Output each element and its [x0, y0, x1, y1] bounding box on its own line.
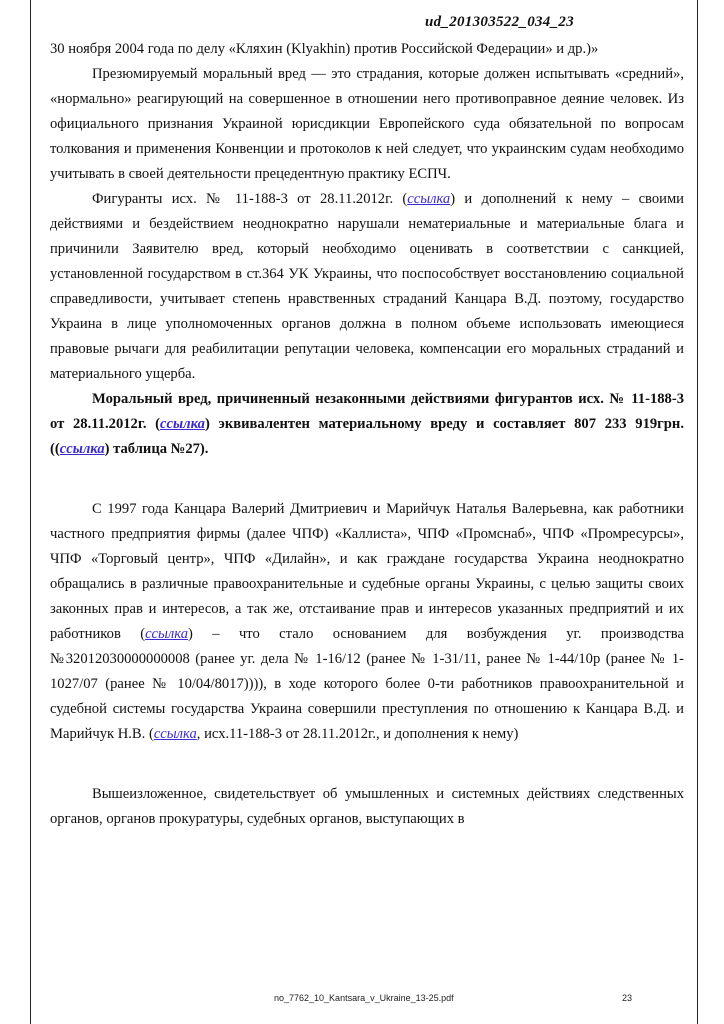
paragraph-4-text-c: ) таблица №27). — [104, 441, 209, 457]
reference-link[interactable]: ссылка — [145, 626, 189, 642]
spacer — [50, 772, 684, 782]
reference-link[interactable]: ссылка — [59, 441, 105, 457]
paragraph-3 — [50, 187, 684, 387]
paragraph-1: 30 ноября 2004 года по делу «Кляхин (Klyakhin) против Российской Федерации» и др.)» — [50, 41, 599, 57]
reference-link[interactable]: ссылка — [407, 191, 451, 207]
right-margin-line — [697, 0, 698, 1024]
paragraph-5 — [50, 497, 684, 747]
document-body — [50, 37, 684, 832]
paragraph-3-text-b: ) и дополнений к нему – своими действиями и бездействием неоднократно нарушали нематериальные и материальные блага и причинили Заявителю вред, который необходимо оценивать в соответствии с санкцией, установленной государством в ст.364 УК Украины, что поспособствует восстановлению социальной справедливости, учитывает степень нравственных страданий Канцара В.Д. поэтому, государство Украина в лице уполномоченных органов должна в полном объеме использовать имеющиеся правовые рычаги для реабилитации репутации человека, компенсации его моральных страданий и материального ущерба. — [50, 191, 684, 382]
paragraph-6: Вышеизложенное, свидетельствует об умышленных и системных действиях следственных органов, органов прокуратуры, судебных органов, выступающих в — [50, 786, 684, 827]
reference-link[interactable]: ссылка — [153, 726, 197, 742]
paragraph-5-text-a: С 1997 года Канцара Валерий Дмитриевич и Марийчук Наталья Валерьевна, как работники частного предприятия фирмы (далее ЧПФ) «Каллиста», ЧПФ «Промснаб», ЧПФ «Промресурсы», ЧПФ «Торговый центр», ЧПФ «Дилайн», и как граждане государства Украина неоднократно обращались в различные правоохранительные и судебные органы Украины, с целью защиты своих законных прав и интересов, а так же, отстаивание прав и интересов указанных предприятий и их работников ( — [50, 501, 684, 642]
footer-page-number: 23 — [622, 993, 633, 1003]
paragraph-5-text-b: ) – что стало основанием для возбуждения уг. производства №32012030000000008 (ранее уг. дела № 1-16/12 (ранее № 1-31/11, ранее № 1-44/10р (ранее № 1-1027/07 (ранее № 10/04/8017)))), в ходе которого более 0-ти работников правоохранительной и судебной системы государства Украина совершили преступления по отношению к Канцара В.Д. и Марийчук Н.В. ( — [50, 626, 684, 742]
paragraph-2: Презюмируемый моральный вред — это страдания, которые должен испытывать «средний», «нормально» реагирующий на совершенное в отношении него противоправное деяние человек. Из официального признания Украиной юрисдикции Европейского суда обязательной по вопросам толкования и применения Конвенции и протоколов к ней следует, что украинским судам необходимо учитывать в своей деятельности прецедентную практику ЕСПЧ. — [50, 66, 684, 182]
paragraph-4-text-b: ) эквивалентен материальному вреду и составляет 807 233 919грн. (( — [50, 416, 684, 457]
spacer — [50, 487, 684, 497]
paragraph-4-text-a: Моральный вред, причиненный незаконными действиями фигурантов исх. № 11-188-3 от 28.11.2012г. ( — [50, 391, 684, 432]
spacer — [50, 462, 684, 487]
document-id: ud_201303522_034_23 — [424, 14, 574, 30]
paragraph-5-text-c: , исх.11-188-3 от 28.11.2012г., и дополнения к нему) — [196, 726, 519, 742]
spacer — [50, 747, 684, 772]
footer-filename: no_7762_10_Kantsara_v_Ukraine_13-25.pdf — [274, 993, 454, 1003]
reference-link[interactable]: ссылка — [160, 416, 205, 432]
left-margin-line — [30, 0, 31, 1024]
paragraph-4-moral-damage — [50, 387, 684, 462]
paragraph-3-text-a: Фигуранты исх. № 11-188-3 от 28.11.2012г. ( — [92, 191, 408, 207]
